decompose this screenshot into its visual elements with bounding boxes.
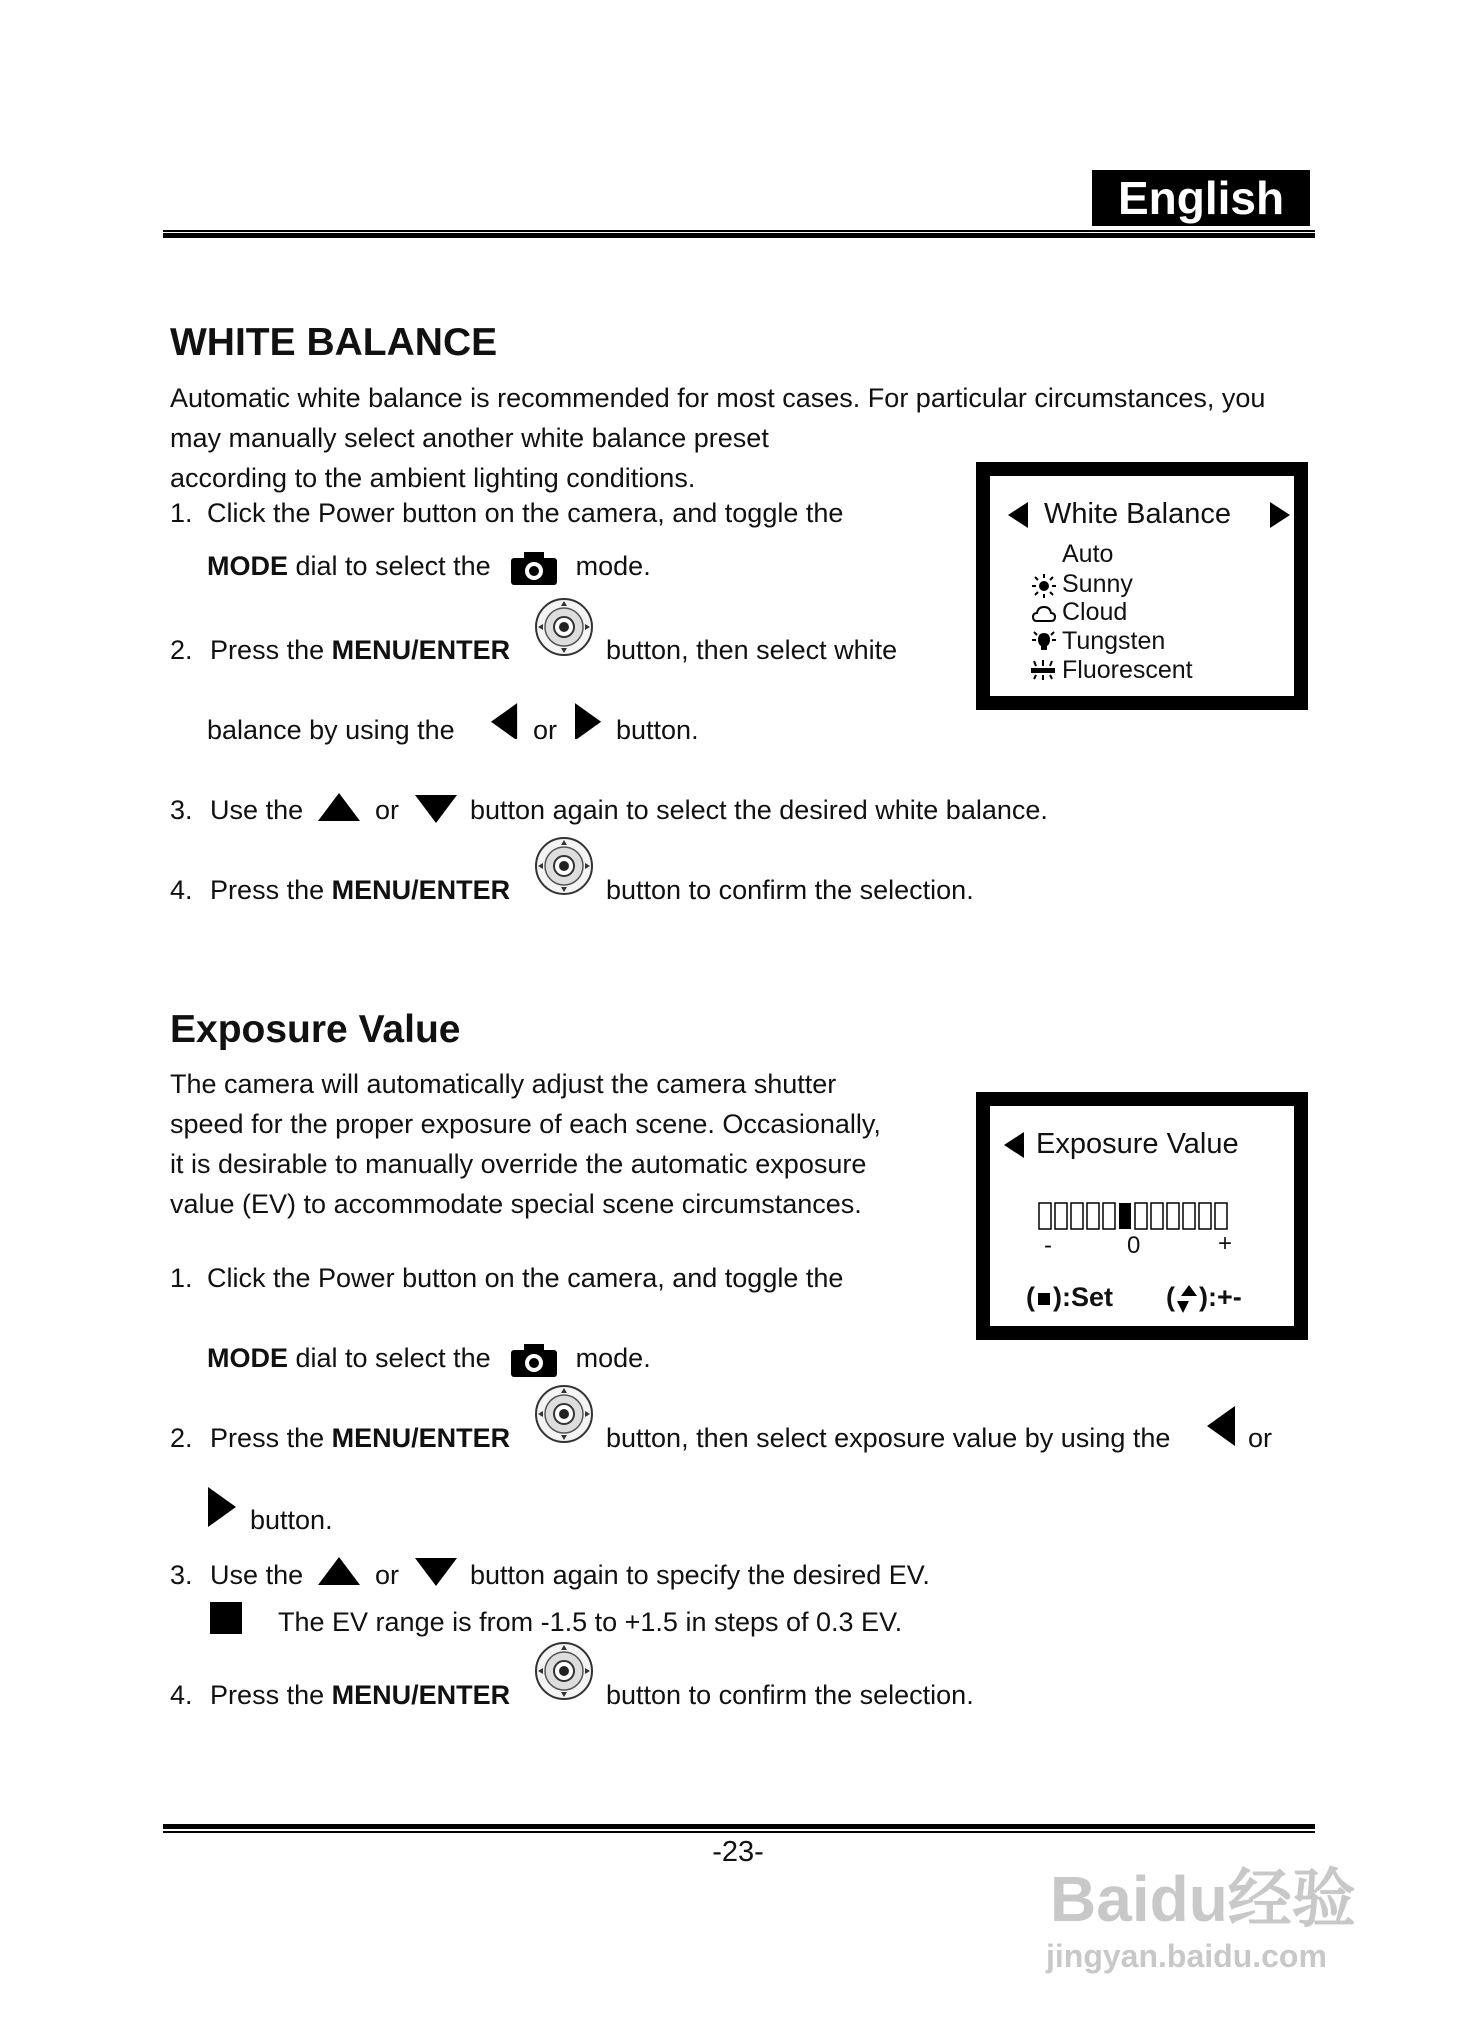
ev-step-4-text-b: button to confirm the selection. [606, 1680, 974, 1710]
ev-scale-bar [1038, 1202, 1234, 1232]
lcd-option-auto: Auto [1062, 540, 1114, 568]
page-number: -23- [712, 1836, 764, 1868]
ev-intro-line4: value (EV) to accommodate special scene circumstances. [170, 1189, 862, 1219]
ev-step-2-text-b: button, then select exposure value by using the [606, 1423, 1171, 1453]
ev-mode-text: dial to select the [288, 1343, 491, 1373]
ev-scale-minus: - [1044, 1232, 1052, 1259]
wb-mode-label: MODE [207, 551, 288, 581]
wb-step-3-text-b: button again to select the desired white balance. [470, 795, 1048, 825]
lcd-option-sunny: Sunny [1062, 570, 1133, 598]
ev-intro-line3: it is desirable to manually override the automatic exposure [170, 1149, 867, 1179]
baidu-watermark-url: jingyan.baidu.com [1046, 1938, 1327, 1974]
wb-step-2-menu-enter: MENU/ENTER [331, 635, 511, 665]
lcd-ev-title: Exposure Value [1036, 1128, 1239, 1160]
ev-step-2-text-c: button. [250, 1505, 333, 1535]
ev-step-2 [170, 1418, 510, 1458]
right-arrow-icon [208, 1487, 236, 1527]
ev-step-1 [170, 1258, 930, 1298]
menu-enter-dial-icon [534, 597, 594, 657]
right-arrow-icon [575, 699, 603, 739]
ev-step-2-or: or [1248, 1423, 1273, 1453]
ev-up-down-icon [1175, 1285, 1199, 1313]
ev-step-2-menu-enter: MENU/ENTER [331, 1423, 511, 1453]
sunny-icon [1032, 574, 1056, 598]
wb-step-4-number: 4. [170, 875, 193, 905]
wb-intro-line3: according to the ambient lighting conditions. [170, 463, 696, 493]
ev-step-4 [170, 1675, 510, 1715]
footer-rule-thin [163, 1831, 1315, 1833]
ev-scale-plus: + [1218, 1230, 1233, 1257]
up-arrow-icon [318, 793, 360, 821]
exposure-value-lcd-screen [976, 1092, 1308, 1340]
lcd-option-tungsten: Tungsten [1062, 627, 1166, 655]
ev-step-1-text: Click the Power button on the camera, and toggle the [207, 1263, 844, 1293]
baidu-watermark-logo: Baidu经验 [1050, 1863, 1356, 1935]
lcd-wb-title: White Balance [1044, 498, 1231, 530]
wb-step-2-number: 2. [170, 635, 193, 665]
menu-enter-dial-icon [534, 1641, 594, 1701]
wb-step-3-number: 3. [170, 795, 193, 825]
ev-step-3-text-b: button again to specify the desired EV. [470, 1560, 930, 1590]
wb-step-3-text-a: Use the [210, 795, 304, 825]
down-arrow-icon [415, 795, 457, 823]
wb-step-1-line2 [207, 546, 651, 586]
ev-scale-zero: 0 [1127, 1232, 1141, 1259]
wb-step-4-menu-enter: MENU/ENTER [331, 875, 511, 905]
wb-step-2-or: or [533, 715, 558, 745]
ev-step-2-number: 2. [170, 1423, 193, 1453]
header-rule-thin [163, 230, 1315, 232]
ev-mode-end: mode. [575, 1343, 651, 1373]
language-badge: English [1092, 170, 1310, 226]
ev-step-4-menu-enter: MENU/ENTER [331, 1680, 511, 1710]
down-arrow-icon [415, 1558, 457, 1586]
left-arrow-icon [491, 699, 519, 739]
ev-step-3-number: 3. [170, 1560, 193, 1590]
ev-step-1-number: 1. [170, 1263, 193, 1293]
lcd-right-arrow-icon [1270, 502, 1290, 528]
camera-mode-icon [510, 1342, 558, 1378]
wb-step-1-number: 1. [170, 498, 193, 528]
exposure-value-heading: Exposure Value [170, 1008, 461, 1051]
wb-step-2-text-a: Press the [210, 635, 332, 665]
wb-step-4 [170, 870, 510, 910]
lcd-left-arrow-icon [1008, 502, 1028, 528]
cloud-icon [1032, 604, 1056, 624]
header-rule-thick [163, 233, 1315, 238]
ev-intro-line1: The camera will automatically adjust the camera shutter [170, 1069, 837, 1099]
wb-step-2-text-b: button, then select white [606, 635, 898, 665]
wb-step-2-line2 [207, 710, 455, 750]
camera-mode-icon [510, 550, 558, 586]
wb-step-1-text: Click the Power button on the camera, and toggle the [207, 498, 844, 528]
fluorescent-icon [1030, 660, 1056, 680]
ev-note: The EV range is from -1.5 to +1.5 in steps of 0.3 EV. [278, 1607, 903, 1637]
ev-intro-line2: speed for the proper exposure of each scene. Occasionally, [170, 1109, 881, 1139]
wb-step-1 [170, 493, 930, 533]
lcd-option-cloud: Cloud [1062, 598, 1128, 626]
ev-step-3 [170, 1555, 303, 1595]
lcd-option-fluorescent: Fluorescent [1062, 656, 1193, 684]
ev-step-4-number: 4. [170, 1680, 193, 1710]
ev-step-3-or: or [375, 1560, 400, 1590]
menu-enter-dial-icon [534, 1384, 594, 1444]
white-balance-lcd-screen [976, 462, 1308, 710]
ev-step-2-text-a: Press the [210, 1423, 332, 1453]
ev-step-4-text-a: Press the [210, 1680, 332, 1710]
wb-step-4-text-b: button to confirm the selection. [606, 875, 974, 905]
ev-step-3-text-a: Use the [210, 1560, 304, 1590]
ev-adjust-hint: ( ):+- [1166, 1282, 1242, 1312]
ev-adjust-label: :+- [1208, 1282, 1242, 1312]
wb-step-2-text-d: button. [616, 715, 699, 745]
note-bullet-icon [210, 1602, 242, 1634]
wb-step-4-text-a: Press the [210, 875, 332, 905]
wb-intro-line1: Automatic white balance is recommended for most cases. For particular circumstances, you [170, 383, 1266, 413]
wb-mode-text: dial to select the [288, 551, 491, 581]
ev-mode-label: MODE [207, 1343, 288, 1373]
menu-enter-dial-icon [534, 836, 594, 896]
ev-scale-current-marker [1119, 1203, 1131, 1229]
wb-step-2 [170, 630, 510, 670]
wb-step-3-or: or [375, 795, 400, 825]
lcd-left-arrow-icon [1004, 1132, 1024, 1158]
white-balance-heading: WHITE BALANCE [170, 321, 498, 364]
tungsten-icon [1032, 630, 1056, 654]
up-arrow-icon [318, 1557, 360, 1585]
ev-set-square-icon [1038, 1293, 1050, 1305]
wb-intro-line2: may manually select another white balance preset [170, 423, 769, 453]
ev-step-1-line2 [207, 1338, 651, 1378]
wb-step-3 [170, 790, 303, 830]
footer-rule-thick [163, 1824, 1315, 1829]
ev-set-hint: ( ):Set [1026, 1282, 1114, 1312]
wb-step-2-text-c: balance by using the [207, 715, 455, 745]
left-arrow-icon [1207, 1406, 1235, 1446]
ev-set-label: :Set [1062, 1282, 1114, 1312]
wb-mode-end: mode. [575, 551, 651, 581]
